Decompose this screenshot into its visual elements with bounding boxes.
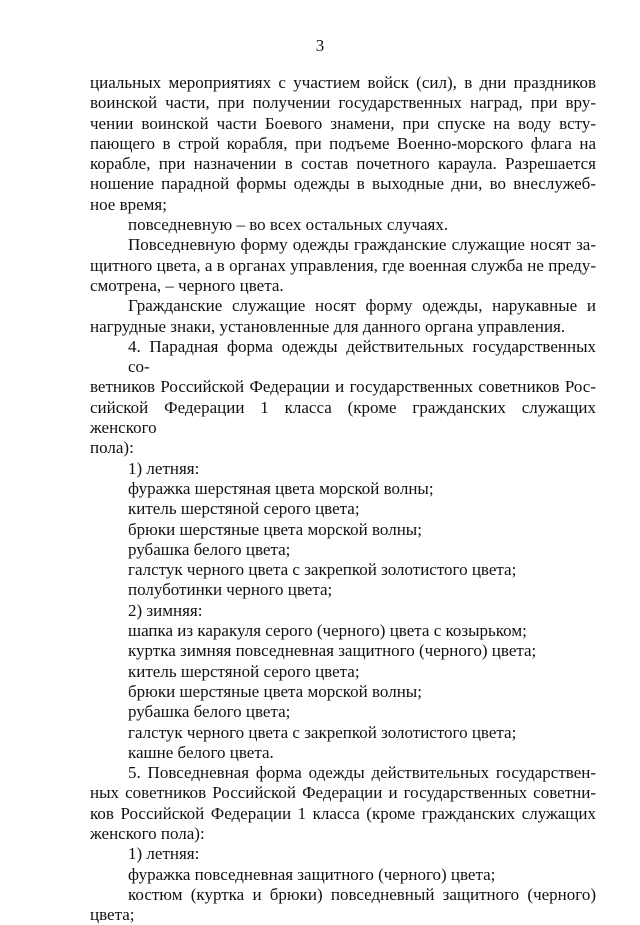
text-line: галстук черного цвета с закрепкой золотистого цвета;: [128, 722, 517, 742]
text-line: 2) зимняя:: [128, 600, 203, 620]
page-number: 3: [315, 36, 325, 55]
text-line: кашне белого цвета.: [128, 742, 274, 762]
text-line: Повседневную форму одежды гражданские служащие носят за-: [128, 235, 596, 255]
text-line: ношение парадной формы одежды в выходные дни, во внеслужеб-: [90, 174, 596, 194]
document-body: [90, 73, 596, 925]
text-line: фуражка шерстяная цвета морской волны;: [128, 478, 434, 498]
text-line: циальных мероприятиях с участием войск (сил), в дни праздников: [90, 73, 596, 92]
text-line: щитного цвета, а в органах управления, где военная служба не преду-: [90, 255, 596, 275]
text-line: ветников Российской Федерации и государственных советников Рос-: [90, 377, 596, 397]
text-line: куртка зимняя повседневная защитного (черного) цвета;: [128, 641, 537, 661]
text-line: Гражданские служащие носят форму одежды, нарукавные и: [128, 296, 596, 316]
text-line: ное время;: [90, 194, 167, 214]
text-line: женского пола):: [90, 823, 205, 843]
text-line: чении воинской части Боевого знамени, при спуске на воду всту-: [90, 113, 596, 133]
text-line: сийской Федерации 1 класса (кроме гражданских служащих женского: [90, 397, 596, 438]
text-line: 4. Парадная форма одежды действительных государственных со-: [128, 336, 596, 377]
text-line: рубашка белого цвета;: [128, 539, 291, 559]
text-line: нагрудные знаки, установленные для данного органа управления.: [90, 316, 566, 336]
text-line: 5. Повседневная форма одежды действительных государствен-: [128, 763, 596, 783]
text-line: повседневную – во всех остальных случаях.: [128, 215, 449, 235]
text-line: пающего в строй корабля, при подъеме Военно-морского флага на: [90, 133, 596, 153]
text-line: пола):: [90, 438, 134, 458]
text-line: цвета;: [90, 905, 135, 925]
text-line: костюм (куртка и брюки) повседневный защитного (черного): [128, 884, 596, 904]
text-line: китель шерстяной серого цвета;: [128, 499, 360, 519]
text-line: воинской части, при получении государственных наград, при вру-: [90, 93, 596, 113]
text-line: ков Российской Федерации 1 класса (кроме гражданских служащих: [90, 803, 596, 823]
text-line: 1) летняя:: [128, 458, 200, 478]
text-line: корабле, при назначении в состав почетного караула. Разрешается: [90, 154, 596, 174]
text-line: китель шерстяной серого цвета;: [128, 661, 360, 681]
text-line: галстук черного цвета с закрепкой золотистого цвета;: [128, 560, 517, 580]
text-line: брюки шерстяные цвета морской волны;: [128, 519, 422, 539]
text-line: 1) летняя:: [128, 844, 200, 864]
text-line: ных советников Российской Федерации и государственных советни-: [90, 783, 596, 803]
text-line: брюки шерстяные цвета морской волны;: [128, 681, 422, 701]
text-line: полуботинки черного цвета;: [128, 580, 333, 600]
text-line: фуражка повседневная защитного (черного) цвета;: [128, 864, 496, 884]
text-line: рубашка белого цвета;: [128, 702, 291, 722]
text-line: шапка из каракуля серого (черного) цвета с козырьком;: [128, 621, 527, 641]
text-line: смотрена, – черного цвета.: [90, 275, 284, 295]
